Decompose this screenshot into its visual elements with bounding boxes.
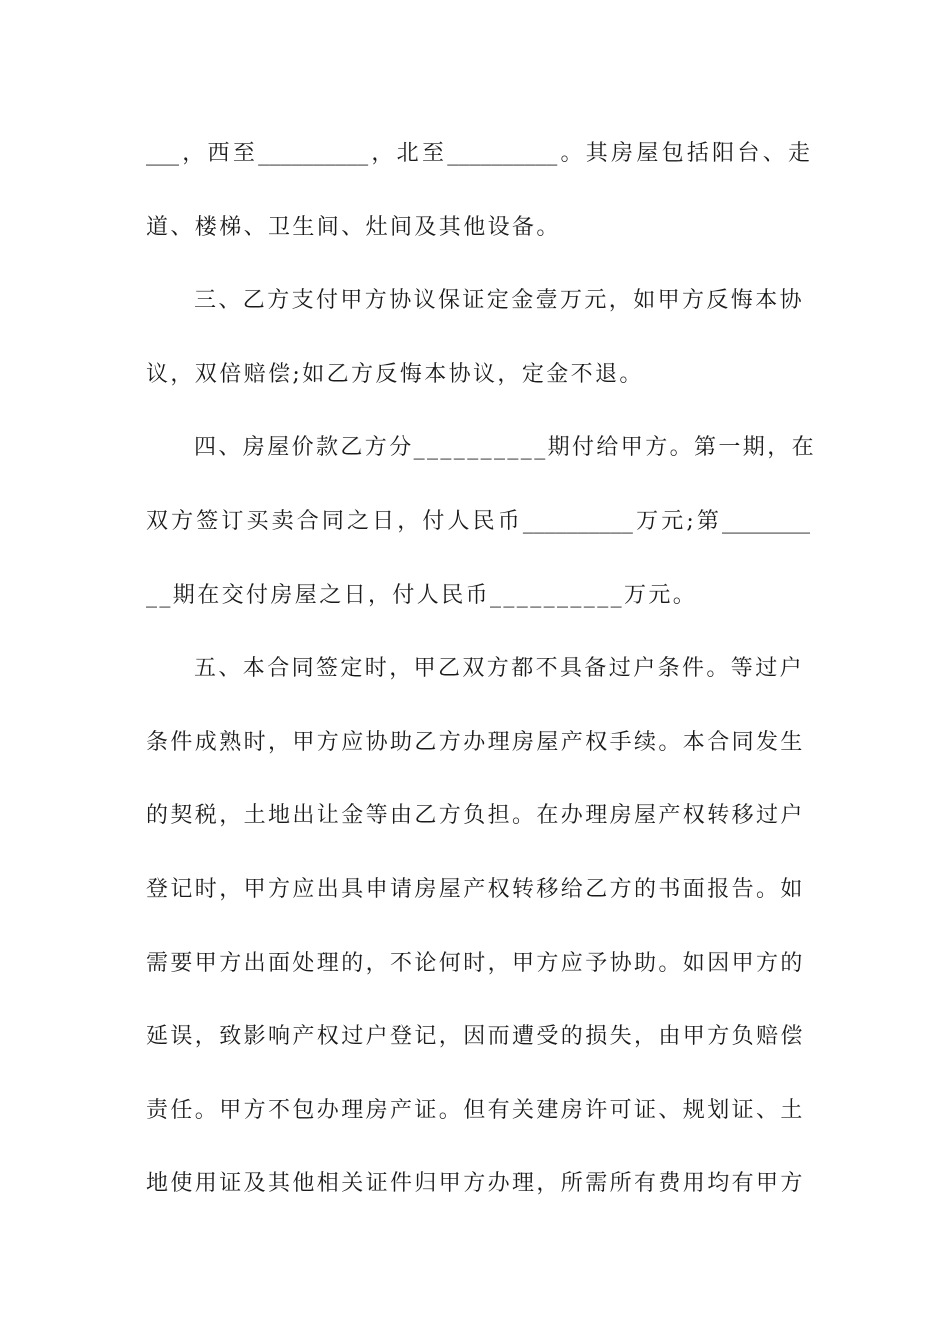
text-line: 条件成熟时，甲方应协助乙方办理房屋产权手续。本合同发生 <box>146 729 805 755</box>
text-line: 延误，致影响产权过户登记，因而遭受的损失，由甲方负赔偿 <box>146 1024 805 1050</box>
text-line: ___，西至__________，北至__________。其房屋包括阳台、走 <box>146 141 810 166</box>
text-line: 登记时，甲方应出具申请房屋产权转移给乙方的书面报告。如 <box>146 876 805 902</box>
text-line: 四、房屋价款乙方分__________期付给甲方。第一期，在 <box>194 435 817 461</box>
text-line: 双方签订买卖合同之日，付人民币__________万元;第________ <box>146 508 810 534</box>
document-body <box>146 132 817 1236</box>
text-line: 三、乙方支付甲方协议保证定金壹万元，如甲方反悔本协 <box>194 288 805 314</box>
text-line: 需要甲方出面处理的，不论何时，甲方应予协助。如因甲方的 <box>146 950 805 976</box>
text-line: 五、本合同签定时，甲乙双方都不具备过户条件。等过户 <box>194 656 805 682</box>
text-line: 责任。甲方不包办理房产证。但有关建房许可证、规划证、土 <box>146 1097 805 1123</box>
text-line: __期在交付房屋之日，付人民币__________万元。 <box>146 582 698 608</box>
text-line: 议，双倍赔偿;如乙方反悔本协议，定金不退。 <box>146 361 644 387</box>
text-line: 的契税，土地出让金等由乙方负担。在办理房屋产权转移过户 <box>146 803 805 829</box>
text-line: 地使用证及其他相关证件归甲方办理，所需所有费用均有甲方 <box>146 1171 805 1197</box>
text-line: 道、楼梯、卫生间、灶间及其他设备。 <box>146 214 561 240</box>
